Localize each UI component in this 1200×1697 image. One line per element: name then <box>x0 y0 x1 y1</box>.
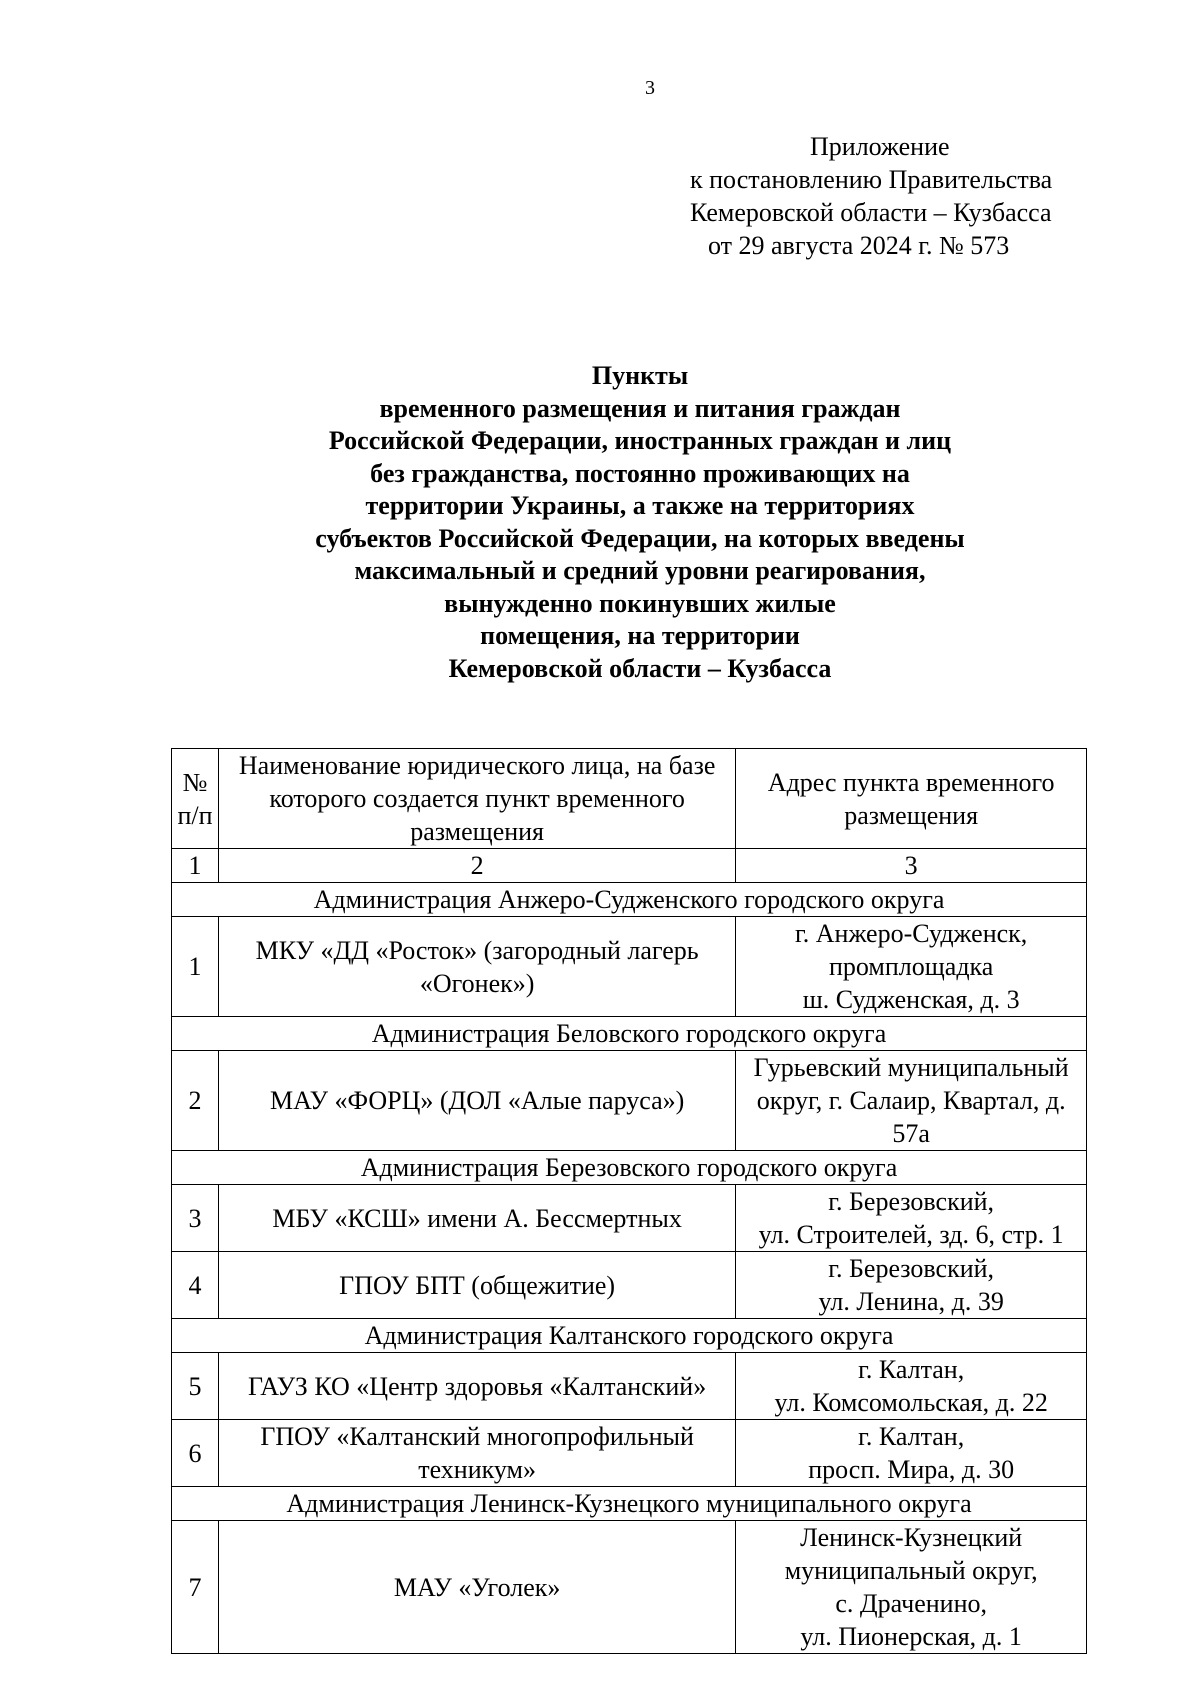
column-number: 2 <box>218 849 735 883</box>
table-row <box>172 1252 1087 1319</box>
row-num: 3 <box>172 1185 219 1252</box>
appendix-line: Приложение <box>810 132 950 161</box>
row-num: 7 <box>172 1521 219 1654</box>
table-row <box>172 1521 1087 1654</box>
row-name: МАУ «ФОРЦ» (ДОЛ «Алые паруса») <box>218 1051 735 1151</box>
title-line: максимальный и средний уровни реагирования, <box>354 556 926 585</box>
title-line: без гражданства, постоянно проживающих на <box>370 458 910 488</box>
row-address: Гурьевский муниципальный округ, г. Салаир, Квартал, д. 57а <box>736 1051 1087 1151</box>
row-name: ГПОУ «Калтанский многопрофильный техникум» <box>218 1420 735 1487</box>
title-line: территории Украины, а также на территориях <box>365 491 915 520</box>
row-address: г. Калтан, ул. Комсомольская, д. 22 <box>736 1353 1087 1420</box>
row-name: ГАУЗ КО «Центр здоровья «Калтанский» <box>218 1353 735 1420</box>
row-address: г. Березовский, ул. Строителей, зд. 6, стр. 1 <box>736 1185 1087 1252</box>
row-address: Ленинск-Кузнецкий муниципальный округ, с. Драченино, ул. Пионерская, д. 1 <box>736 1521 1087 1654</box>
table-row <box>172 917 1087 1017</box>
appendix-block <box>660 130 1120 262</box>
row-name: МАУ «Уголек» <box>218 1521 735 1654</box>
row-num: 6 <box>172 1420 219 1487</box>
column-number: 1 <box>172 849 219 883</box>
row-address: г. Березовский, ул. Ленина, д. 39 <box>736 1252 1087 1319</box>
row-name: МКУ «ДД «Росток» (загородный лагерь «Огонек») <box>218 917 735 1017</box>
row-name: ГПОУ БПТ (общежитие) <box>218 1252 735 1319</box>
row-address: г. Анжеро-Судженск, промплощадка ш. Судженская, д. 3 <box>736 917 1087 1017</box>
table-row <box>172 1051 1087 1151</box>
header-name: Наименование юридического лица, на базе которого создается пункт временного размещения <box>218 749 735 849</box>
title-line: субъектов Российской Федерации, на которых введены <box>315 523 965 553</box>
table-header-row <box>172 749 1087 849</box>
title-line: Российской Федерации, иностранных граждан и лиц <box>328 426 952 455</box>
title-line: Пункты <box>591 361 689 390</box>
title-line: Кемеровской области – Кузбасса <box>448 653 832 683</box>
group-row <box>172 883 1087 917</box>
column-number: 3 <box>736 849 1087 883</box>
row-num: 4 <box>172 1252 219 1319</box>
row-name: МБУ «КСШ» имени А. Бессмертных <box>218 1185 735 1252</box>
document-title <box>200 360 1080 685</box>
group-title: Администрация Беловского городского округа <box>172 1017 1087 1051</box>
group-row <box>172 1319 1087 1353</box>
table-row <box>172 1420 1087 1487</box>
title-line: временного размещения и питания граждан <box>379 393 901 423</box>
appendix-line: от 29 августа 2024 г. № 573 <box>708 231 1010 260</box>
header-address: Адрес пункта временного размещения <box>736 749 1087 849</box>
row-num: 5 <box>172 1353 219 1420</box>
registry-table <box>171 748 1087 1654</box>
row-num: 2 <box>172 1051 219 1151</box>
appendix-line: к постановлению Правительства <box>690 165 1053 194</box>
page-number: 3 <box>645 77 655 99</box>
group-row <box>172 1151 1087 1185</box>
group-row <box>172 1017 1087 1051</box>
title-line: помещения, на территории <box>480 621 800 650</box>
title-line: вынужденно покинувших жилые <box>444 588 836 618</box>
group-title: Администрация Ленинск-Кузнецкого муниципального округа <box>172 1487 1087 1521</box>
row-num: 1 <box>172 917 219 1017</box>
group-title: Администрация Анжеро-Судженского городского округа <box>172 883 1087 917</box>
column-numbers-row <box>172 849 1087 883</box>
appendix-line: Кемеровской области – Кузбасса <box>690 198 1052 227</box>
table-row <box>172 1185 1087 1252</box>
group-title: Администрация Калтанского городского округа <box>172 1319 1087 1353</box>
table-row <box>172 1353 1087 1420</box>
group-row <box>172 1487 1087 1521</box>
header-num: № п/п <box>172 749 219 849</box>
group-title: Администрация Березовского городского округа <box>172 1151 1087 1185</box>
row-address: г. Калтан, просп. Мира, д. 30 <box>736 1420 1087 1487</box>
